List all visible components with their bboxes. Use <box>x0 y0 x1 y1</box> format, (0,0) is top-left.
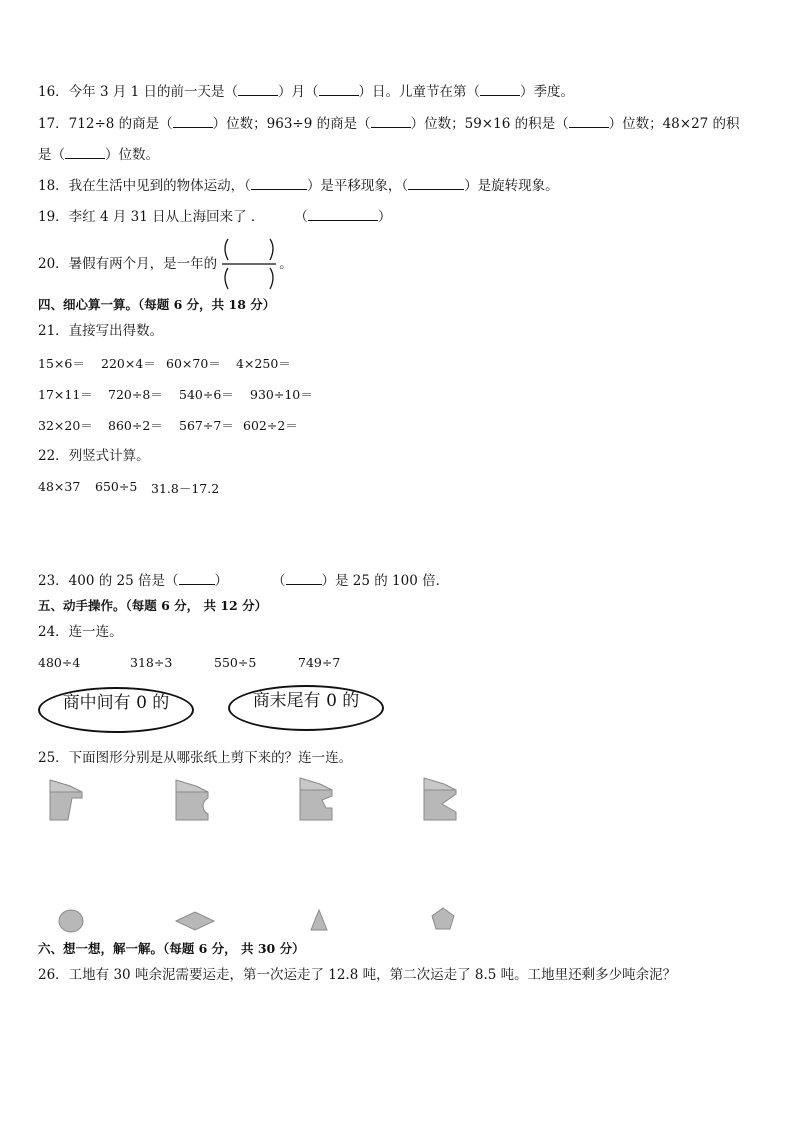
section-6-heading: 六、想一想，解一解。（每题 6 分， 共 30 分） <box>38 941 305 956</box>
question-17 <box>38 114 740 133</box>
folded-paper-semicircle-cut-icon[interactable] <box>172 778 212 822</box>
q19-text-a: 19．李红 4 月 31 日从上海回来了 ． <box>38 209 265 225</box>
q17-blank-2[interactable] <box>371 114 411 128</box>
section-4-heading: 四、细心算一算。（每题 6 分，共 18 分） <box>38 297 276 312</box>
q18-text-b: ）是平移现象，（ <box>306 178 409 194</box>
oval-label: 商中间有 0 的 <box>62 693 170 713</box>
q17-text-b: ）位数；963÷9 的商是（ <box>212 116 371 132</box>
q23-blank-1[interactable] <box>179 571 215 585</box>
question-17-line-2 <box>38 145 159 164</box>
q18-text-c: ）是旋转现象。 <box>464 178 559 194</box>
triangle-shape-icon[interactable] <box>308 908 330 932</box>
folded-paper-trapezoid-cut-icon[interactable] <box>46 778 86 822</box>
match-item[interactable]: 550÷5 <box>214 655 257 670</box>
q17-text-d: ）位数；48×27 的积 <box>608 116 740 132</box>
calc-item: 32×20＝ <box>38 418 93 433</box>
q20-text-a: 20．暑假有两个月，是一年的 <box>38 256 218 272</box>
section-5-heading: 五、动手操作。（每题 6 分， 共 12 分） <box>38 598 268 613</box>
calc-item: 4×250＝ <box>236 356 291 371</box>
q19-blank[interactable] <box>308 207 378 221</box>
q17-blank-1[interactable] <box>173 114 213 128</box>
q23-text-d: ）是 25 的 100 倍． <box>321 573 450 589</box>
question-25-title: 25．下面图形分别是从哪张纸上剪下来的？连一连。 <box>38 750 353 766</box>
pentagon-shape-icon[interactable] <box>430 906 456 932</box>
q17-text-c: ）位数；59×16 的积是（ <box>410 116 569 132</box>
oval-quotient-end-zero[interactable] <box>228 685 384 731</box>
q23-text-c: （ <box>272 573 286 589</box>
q23-text-b: ） <box>214 573 228 589</box>
question-19 <box>38 207 391 226</box>
q23-text-a: 23．400 的 25 倍是（ <box>38 573 179 589</box>
q16-blank-1[interactable] <box>238 82 278 96</box>
question-24-title: 24．连一连。 <box>38 624 123 640</box>
folded-paper-triangle-cut-icon[interactable] <box>420 776 460 822</box>
calc-item: 540÷6＝ <box>179 387 234 402</box>
q16-text-a: 16．今年 3 月 1 日的前一天是（ <box>38 84 239 100</box>
vertical-calc-item: 650÷5 <box>95 479 138 494</box>
oval-quotient-middle-zero[interactable] <box>38 687 194 733</box>
calc-item: 17×11＝ <box>38 387 93 402</box>
q16-text-d: ）季度。 <box>520 84 575 100</box>
match-item[interactable]: 749÷7 <box>298 655 341 670</box>
q17-blank-4[interactable] <box>65 145 105 159</box>
q19-text-b: （ <box>294 209 308 225</box>
calc-item: 930÷10＝ <box>250 387 313 402</box>
calc-item: 15×6＝ <box>38 356 85 371</box>
folded-paper-notch-cut-icon[interactable] <box>296 776 336 822</box>
circle-shape-icon[interactable] <box>56 908 86 934</box>
calc-item: 602÷2＝ <box>243 418 298 433</box>
q19-text-c: ） <box>377 209 392 225</box>
question-26: 26．工地有 30 吨余泥需要运走，第一次运走了 12.8 吨，第二次运走了 8.5 吨。工地里还剩多少吨余泥？ <box>38 967 677 983</box>
calc-item: 860÷2＝ <box>108 418 163 433</box>
q18-blank-2[interactable] <box>408 176 464 190</box>
oval-label: 商末尾有 0 的 <box>252 691 360 711</box>
vertical-calc-item: 31.8－17.2 <box>151 481 220 496</box>
question-21-title: 21．直接写出得数。 <box>38 323 164 339</box>
vertical-calc-item: 48×37 <box>38 479 81 494</box>
question-23 <box>38 571 449 590</box>
q16-text-b: ）月（ <box>278 84 319 100</box>
q16-blank-3[interactable] <box>480 82 520 96</box>
question-18 <box>38 176 559 195</box>
q23-blank-2[interactable] <box>286 571 322 585</box>
q17-blank-3[interactable] <box>569 114 609 128</box>
q18-text-a: 18．我在生活中见到的物体运动，（ <box>38 178 251 194</box>
q17-text-e: 是（ <box>38 147 65 163</box>
calc-item: 220×4＝ <box>101 356 156 371</box>
question-22-title: 22．列竖式计算。 <box>38 448 150 464</box>
question-16 <box>38 82 574 101</box>
q16-text-c: ）日。儿童节在第（ <box>358 84 481 100</box>
match-item[interactable]: 480÷4 <box>38 655 81 670</box>
q16-blank-2[interactable] <box>319 82 359 96</box>
q17-text-a: 17．712÷8 的商是（ <box>38 116 173 132</box>
q20-text-b: 。 <box>279 256 293 272</box>
calc-item: 60×70＝ <box>166 356 221 371</box>
fraction-blank[interactable] <box>220 236 280 292</box>
calc-item: 720÷8＝ <box>108 387 163 402</box>
calc-item: 567÷7＝ <box>179 418 234 433</box>
q17-text-f: ）位数。 <box>105 147 159 163</box>
q18-blank-1[interactable] <box>251 176 307 190</box>
rhombus-shape-icon[interactable] <box>174 910 216 932</box>
match-item[interactable]: 318÷3 <box>130 655 173 670</box>
